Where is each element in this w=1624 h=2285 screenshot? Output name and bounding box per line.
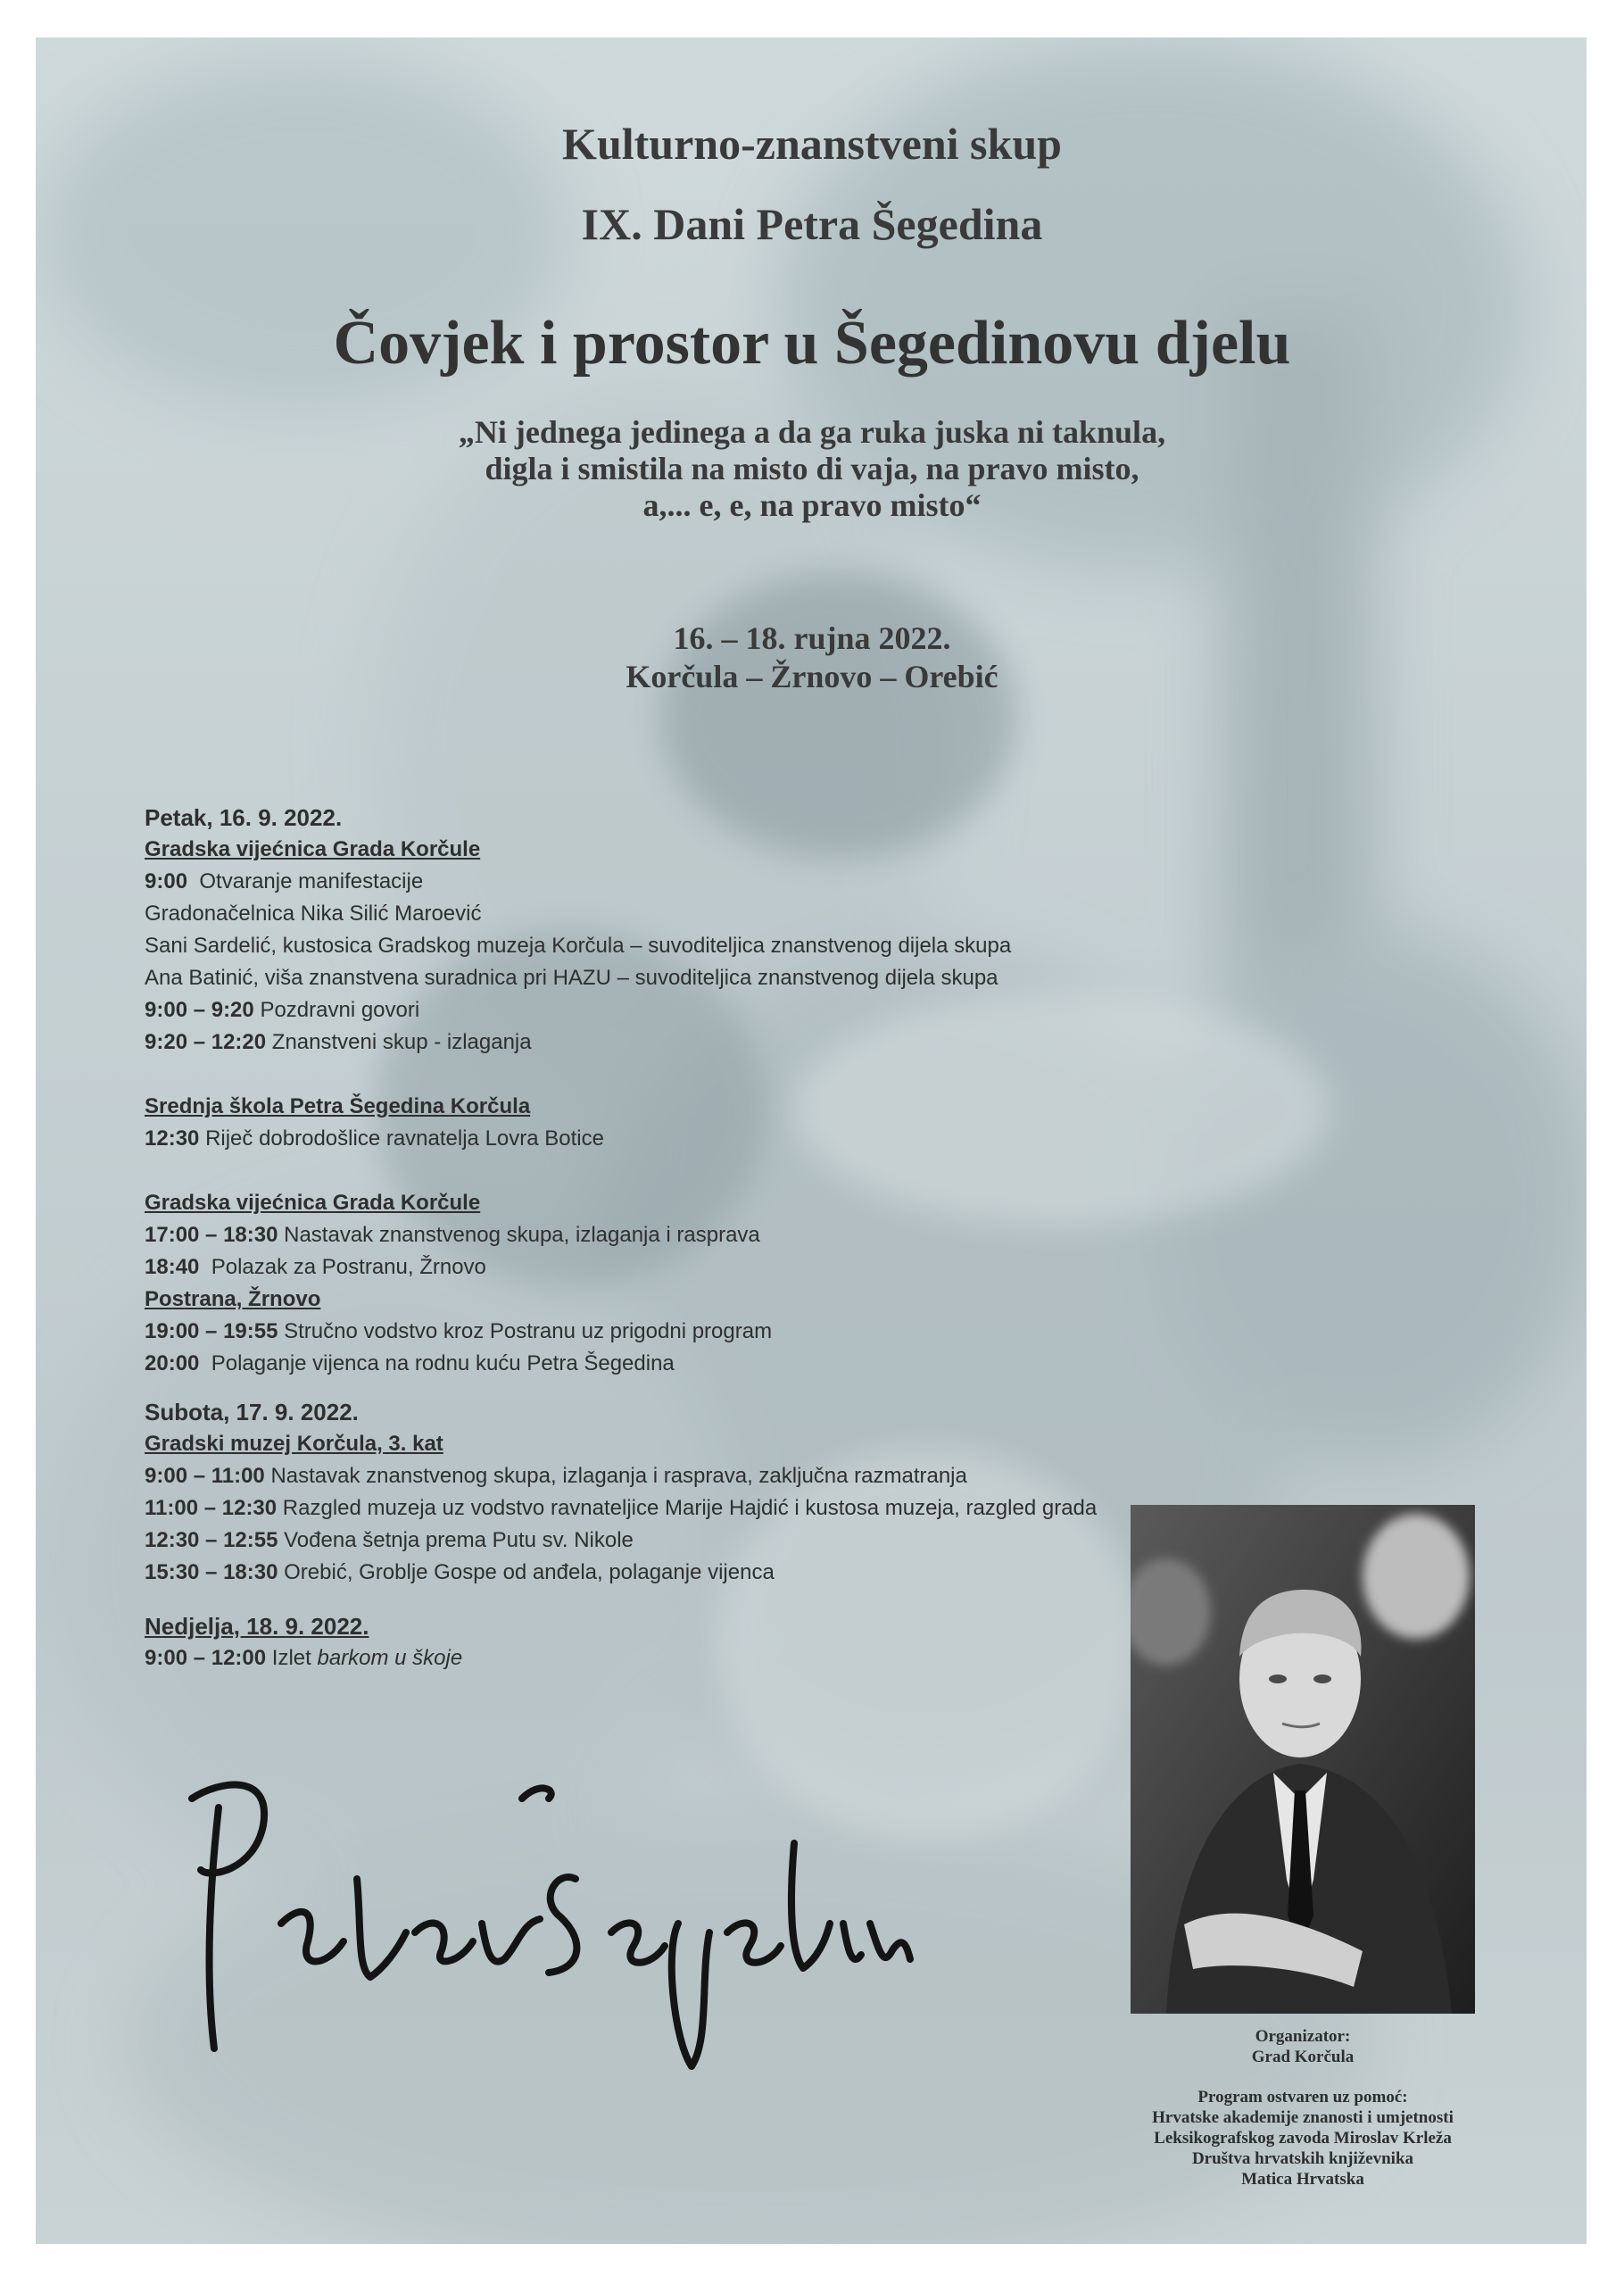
venue: Postrana, Žrnovo [145, 1287, 321, 1311]
time: 9:20 – 12:20 [145, 1030, 267, 1054]
time: 9:00 – 9:20 [145, 998, 254, 1022]
quote-line: „Ni jednega jedinega a da ga ruka juska ni taknula, [458, 414, 1166, 450]
time: 12:30 [145, 1126, 200, 1151]
item-text: Razgled muzeja uz vodstvo ravnateljice Marije Hajdić i kustosa muzeja, razgled grada [282, 1496, 1098, 1520]
credits [1126, 2026, 1479, 2189]
venue: Gradska vijećnica Grada Korčule [145, 837, 481, 861]
organizer-label: Organizator: [1255, 2027, 1351, 2046]
speaker: Sani Sardelić, kustosica Gradskog muzeja Korčula – suvoditeljica znanstvenog dijela skupa [145, 934, 1012, 958]
program-item [145, 1557, 1126, 1589]
speaker: Gradonačelnica Nika Silić Maroević [145, 902, 482, 926]
item-text: Otvaranje manifestacije [199, 869, 424, 893]
time: 9:00 – 11:00 [145, 1464, 265, 1488]
time: 9:00 – 12:00 [145, 1646, 267, 1670]
program-item [145, 1026, 1126, 1059]
item-text: Polazak za Postranu, Žrnovo [211, 1255, 486, 1279]
time: 19:00 – 19:55 [145, 1319, 278, 1343]
program-item [145, 1251, 1126, 1284]
time: 15:30 – 18:30 [145, 1560, 278, 1584]
time: 20:00 [145, 1351, 200, 1375]
organizer: Grad Korčula [1251, 2048, 1355, 2066]
supporter: Matica Hrvatska [1241, 2170, 1364, 2189]
supporter: Društva hrvatskih književnika [1191, 2149, 1414, 2168]
item-text-italic: barkom u škoje [317, 1646, 463, 1670]
program-item [145, 866, 1126, 898]
item-text: Orebić, Groblje Gospe od anđela, polaganje vijenca [284, 1560, 775, 1584]
time: 11:00 – 12:30 [145, 1496, 278, 1520]
portrait-illustration [1131, 1505, 1475, 2014]
program-item [145, 1525, 1126, 1557]
item-text: Vođena šetnja prema Putu sv. Nikole [284, 1528, 634, 1552]
support-label: Program ostvaren uz pomoć: [1197, 2088, 1408, 2106]
quote [0, 414, 1624, 524]
speaker: Ana Batinić, viša znanstvena suradnica pri HAZU – suvoditeljica znanstvenog dijela skupa [145, 966, 998, 990]
event-type: Kulturno-znanstveni skup [562, 119, 1062, 169]
item-text: Polaganje vijenca na rodnu kuću Petra Šegedina [211, 1351, 675, 1375]
supporter: Leksikografskog zavoda Miroslav Krleža [1154, 2129, 1452, 2148]
time: 12:30 – 12:55 [145, 1528, 278, 1552]
quote-line: digla i smistila na misto di vaja, na pravo misto, [485, 451, 1139, 486]
item-text: Izlet [271, 1646, 311, 1670]
author-portrait-photo [1131, 1505, 1475, 2014]
supporter: Hrvatske akademije znanosti i umjetnosti [1152, 2108, 1454, 2127]
venue: Gradska vijećnica Grada Korčule [145, 1191, 481, 1215]
item-text: Riječ dobrodošlice ravnatelja Lovra Botice [205, 1126, 604, 1151]
item-text: Nastavak znanstvenog skupa, izlaganja i rasprava [284, 1223, 760, 1247]
day-heading: Petak, 16. 9. 2022. [145, 804, 343, 831]
time: 17:00 – 18:30 [145, 1223, 278, 1247]
quote-line: a,... e, e, na pravo misto“ [642, 487, 982, 523]
item-text: Stručno vodstvo kroz Postranu uz prigodni program [284, 1319, 773, 1343]
event-name: IX. Dani Petra Šegedina [581, 199, 1043, 249]
item-text: Pozdravni govori [260, 998, 420, 1022]
item-text: Nastavak znanstvenog skupa, izlaganja i rasprava, zaključna razmatranja [270, 1464, 967, 1488]
program-item [145, 1642, 1126, 1674]
program-item [145, 994, 1126, 1026]
time: 9:00 [145, 869, 188, 893]
item-text: Znanstveni skup - izlaganja [271, 1030, 532, 1054]
program-item [145, 1123, 1126, 1155]
program [145, 802, 1126, 1674]
day-heading: Nedjelja, 18. 9. 2022. [145, 1613, 369, 1640]
places: Korčula – Žrnovo – Orebić [626, 659, 998, 694]
program-item [145, 1348, 1126, 1380]
program-item [145, 1219, 1126, 1251]
venue: Gradski muzej Korčula, 3. kat [145, 1432, 443, 1456]
day-heading: Subota, 17. 9. 2022. [145, 1399, 359, 1425]
venue: Srednja škola Petra Šegedina Korčula [145, 1094, 531, 1118]
program-item [145, 1316, 1126, 1348]
time: 18:40 [145, 1255, 200, 1279]
page-title: Čovjek i prostor u Šegedinovu djelu [333, 309, 1291, 378]
event-dates [0, 619, 1624, 696]
program-item [145, 1460, 1126, 1492]
dates: 16. – 18. rujna 2022. [673, 620, 951, 656]
program-item [145, 1492, 1126, 1525]
signature [165, 1745, 915, 2093]
